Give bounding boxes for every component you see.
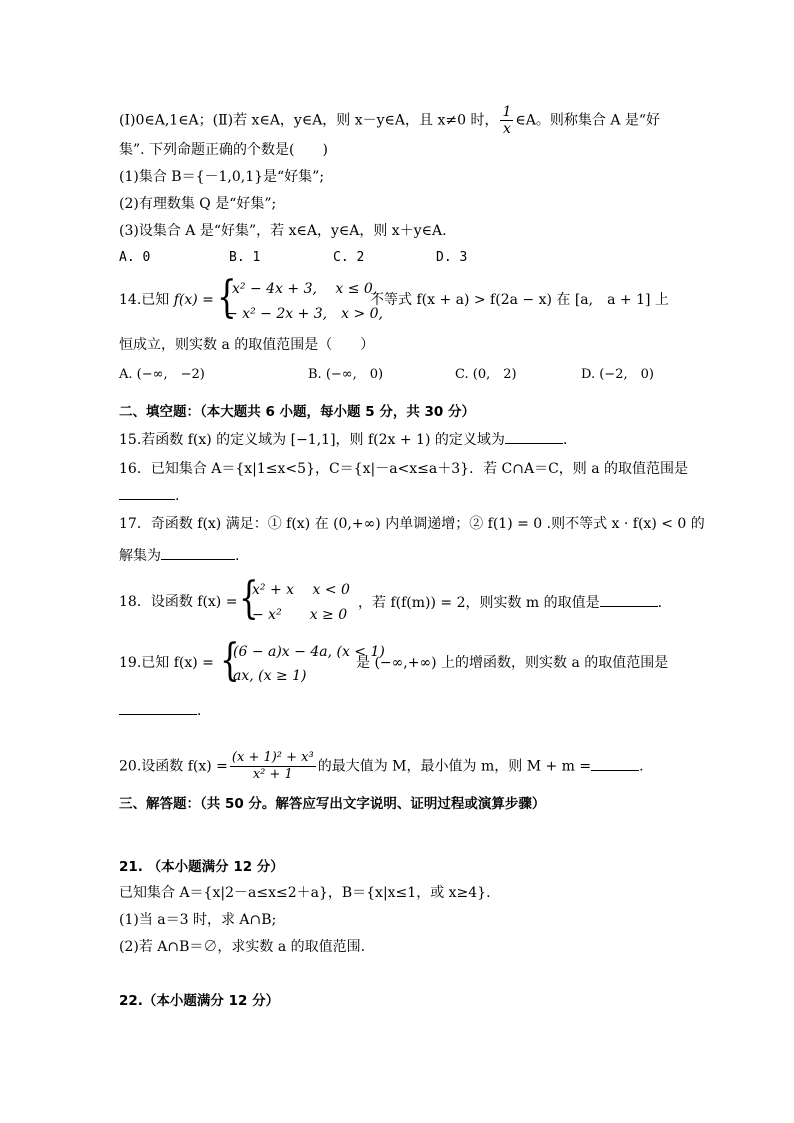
- q20-fraction: [230, 750, 316, 783]
- q17-line2: [119, 545, 239, 566]
- q15-blank: [505, 429, 563, 444]
- q19-blank: [119, 700, 197, 715]
- q13-choice-d: D. 3: [436, 250, 468, 265]
- q17-line1: 17．奇函数 f(x) 满足：① f(x) 在 (0,+∞) 内单调递增；② f(1) = 0 .则不等式 x · f(x) < 0 的: [119, 516, 705, 532]
- section2-heading: 二、填空题：（本大题共 6 小题，每小题 5 分，共 30 分）: [119, 404, 476, 420]
- q14-choice-c: C. (0, 2): [455, 367, 517, 382]
- q17-text: 解集为: [119, 548, 161, 564]
- q20-end: .: [639, 758, 644, 775]
- q13-line1: [119, 104, 660, 137]
- section3-heading: 三、解答题：（共 50 分。解答应写出文字说明、证明过程或演算步骤）: [119, 796, 546, 812]
- q18-lead: 18．设函数 f(x) =: [119, 594, 238, 610]
- q21-title: 21. （本小题满分 12 分）: [119, 859, 284, 875]
- q14-line2: 恒成立，则实数 a 的取值范围是（ ）: [119, 337, 375, 353]
- q18-case2: − x² x ≥ 0: [252, 607, 348, 623]
- q14-choice-d: D. (−2, 0): [581, 367, 654, 382]
- q18-brace: {: [239, 573, 259, 624]
- q21-line3: (2)若 A∩B＝∅，求实数 a 的取值范围.: [119, 939, 366, 955]
- q21-line1: 已知集合 A＝{x|2－a≤x≤2＋a}，B＝{x|x≤1，或 x≥4}.: [119, 885, 491, 901]
- q20-frac-den: x² + 1: [252, 767, 293, 782]
- q18-blank: [600, 592, 658, 607]
- q15-text: 15.若函数 f(x) 的定义域为 [−1,1]，则 f(2x + 1) 的定义域为: [119, 432, 505, 448]
- q13-choice-c: C. 2: [333, 250, 365, 265]
- q14-fx: f(x) =: [173, 292, 214, 308]
- q14-tail: 不等式 f(x + a) > f(2a − x) 在 [a, a + 1] 上: [370, 292, 669, 308]
- q13-fraction: [500, 104, 513, 137]
- q19-case1: (6 − a)x − 4a, (x < 1): [233, 644, 385, 660]
- q18-case1: x² + x x < 0: [252, 582, 350, 598]
- q13-frac-num: 1: [502, 104, 512, 120]
- q16-end: .: [175, 488, 180, 504]
- q14-case2: − x² − 2x + 3, x > 0,: [226, 306, 383, 322]
- q16-blank: [119, 485, 175, 500]
- q13-item2: (2)有理数集 Q 是“好集”;: [119, 196, 277, 212]
- q20-lead: 20.设函数 f(x) =: [119, 758, 228, 775]
- q21-line2: (1)当 a＝3 时，求 A∩B;: [119, 912, 277, 928]
- q20: [119, 750, 644, 783]
- q14-lead: [119, 290, 214, 310]
- q16-line1: 16．已知集合 A＝{x|1≤x<5}，C＝{x|－a<x≤a＋3}．若 C∩A＝C，则 a 的取值范围是: [119, 461, 689, 477]
- q20-text: 的最大值为 M，最小值为 m，则 M + m =: [317, 758, 592, 775]
- q17-blank: [161, 545, 235, 560]
- q19-end: .: [197, 703, 202, 719]
- q17-end: .: [235, 548, 240, 564]
- q18-tail: [358, 592, 662, 613]
- q20-frac-num: (x + 1)² + x³: [231, 750, 314, 765]
- q13-line1-text-a: (Ⅰ)0∈A,1∈A；(Ⅱ)若 x∈A，y∈A，则 x－y∈A，且 x≠0 时，: [119, 112, 499, 129]
- q13-choice-b: B. 1: [229, 250, 261, 265]
- q18-end: .: [657, 595, 663, 611]
- q14-brace: {: [217, 272, 237, 323]
- q13-line2: 集”. 下列命题正确的个数是( ): [119, 142, 328, 158]
- q22-title: 22.（本小题满分 12 分）: [119, 993, 280, 1009]
- q14-choice-b: B. (−∞, 0): [308, 367, 384, 382]
- q15-end: .: [562, 432, 568, 448]
- q19-tail: 是 (−∞,+∞) 上的增函数，则实数 a 的取值范围是: [356, 655, 669, 671]
- q18-text: ，若 f(f(m)) = 2，则实数 m 的取值是: [358, 595, 600, 611]
- q19-case2: ax, (x ≥ 1): [233, 668, 307, 684]
- q19-brace: {: [220, 635, 240, 686]
- q13-item3: (3)设集合 A 是“好集”，若 x∈A，y∈A，则 x＋y∈A.: [119, 223, 447, 239]
- q14-choice-a: A. (−∞, −2): [119, 367, 205, 382]
- q19-line2: [119, 700, 201, 721]
- q14-case1: x² − 4x + 3, x ≤ 0,: [232, 281, 378, 297]
- q14-number: 14.已知: [119, 292, 170, 308]
- q19-lead: 19.已知 f(x) =: [119, 655, 214, 671]
- q16-line2: [119, 485, 179, 506]
- q13-frac-den: x: [502, 121, 511, 137]
- q20-blank: [591, 756, 639, 771]
- q13-item1: (1)集合 B＝{－1,0,1}是“好集”;: [119, 169, 325, 185]
- q15: [119, 429, 567, 450]
- q13-choice-a: A. 0: [119, 250, 151, 265]
- q13-line1-text-b: ∈A。则称集合 A 是“好: [515, 112, 661, 129]
